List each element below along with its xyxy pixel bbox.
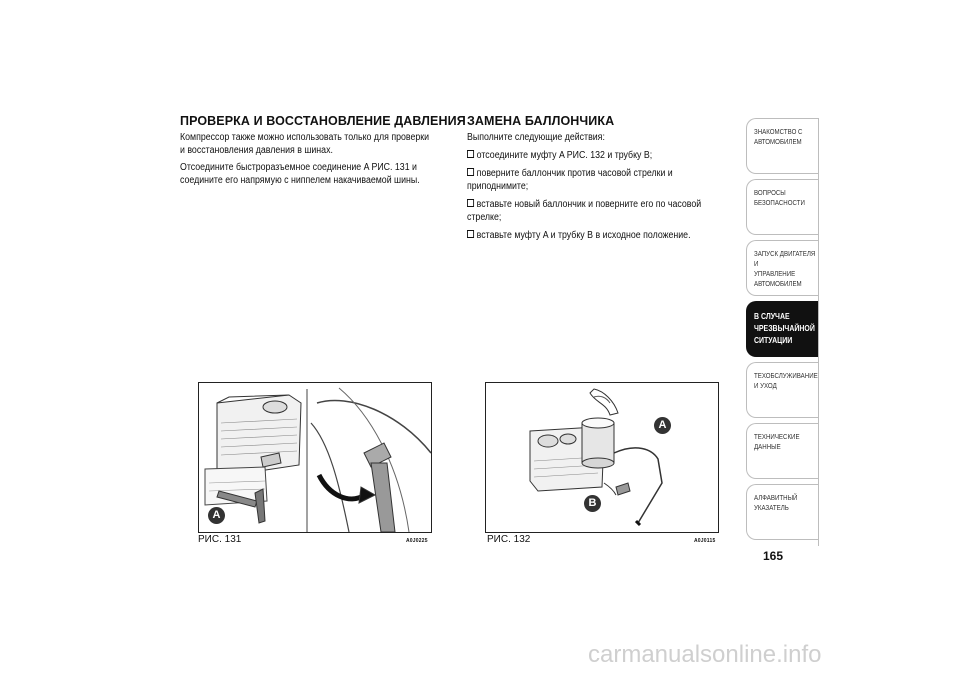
tab-starting-driving[interactable] xyxy=(746,240,818,296)
step-item xyxy=(467,167,727,193)
tab-label: В СЛУЧАЕ ЧРЕЗВЫЧАЙНОЙ СИТУАЦИИ xyxy=(754,311,815,345)
tab-label: ТЕХОБСЛУЖИВАНИЕ И УХОД xyxy=(754,371,818,390)
checkbox-bullet-icon xyxy=(467,230,474,238)
tab-label: ТЕХНИЧЕСКИЕ ДАННЫЕ xyxy=(754,432,800,451)
figure-132-label: РИС. 132 xyxy=(487,534,531,545)
figure-131-label: РИС. 131 xyxy=(198,534,242,545)
tab-emergency[interactable] xyxy=(746,301,818,357)
paragraph-quick-connect: Отсоедините быстроразъемное соединение A РИС. 131 и соедините его напрямую с ниппелем накачиваемой шины. xyxy=(180,162,420,186)
section-title-pressure: ПРОВЕРКА И ВОССТАНОВЛЕНИЕ ДАВЛЕНИЯ xyxy=(180,114,466,128)
step-text: вставьте муфту A и трубку B в исходное положение. xyxy=(476,230,691,241)
step-text: отсоедините муфту A РИС. 132 и трубку B; xyxy=(476,150,653,161)
figure-131 xyxy=(198,382,432,533)
steps-list xyxy=(467,149,727,242)
tab-technical-data[interactable] xyxy=(746,423,818,479)
step-text: поверните баллончик против часовой стрелки и приподнимите; xyxy=(467,168,673,192)
compressor-tire-illustration xyxy=(199,383,431,532)
tab-label: ЗНАКОМСТВО С АВТОМОБИЛЕМ xyxy=(754,127,803,146)
tab-safety[interactable] xyxy=(746,179,818,235)
tab-maintenance[interactable] xyxy=(746,362,818,418)
page-number: 165 xyxy=(763,549,784,563)
paragraph-steps-intro: Выполните следующие действия: xyxy=(467,132,605,143)
watermark-text: carmanualsonline.info xyxy=(588,641,822,668)
step-item xyxy=(467,149,727,162)
callout-a: A xyxy=(208,507,225,524)
figure-132-code: A0J0115 xyxy=(694,538,716,544)
step-text: вставьте новый баллончик и поверните его по часовой стрелке; xyxy=(467,199,702,223)
checkbox-bullet-icon xyxy=(467,168,474,176)
paragraph-compressor-use: Компрессор также можно использовать только для проверки и восстановления давления в шинах. xyxy=(180,132,430,156)
checkbox-bullet-icon xyxy=(467,150,474,158)
callout-b: B xyxy=(584,495,601,512)
cartridge-replacement-illustration xyxy=(486,383,718,532)
step-item xyxy=(467,198,727,224)
tab-index[interactable] xyxy=(746,484,818,540)
tab-getting-to-know[interactable] xyxy=(746,118,818,174)
figure-131-code: A0J0225 xyxy=(406,538,428,544)
section-title-cartridge: ЗАМЕНА БАЛЛОНЧИКА xyxy=(467,114,615,128)
figure-132 xyxy=(485,382,719,533)
tab-label: АЛФАВИТНЫЙ УКАЗАТЕЛЬ xyxy=(754,493,798,512)
step-item xyxy=(467,229,727,242)
callout-a: A xyxy=(654,417,671,434)
tab-label: ЗАПУСК ДВИГАТЕЛЯ И УПРАВЛЕНИЕ АВТОМОБИЛЕМ xyxy=(754,249,816,288)
tab-label: ВОПРОСЫ БЕЗОПАСНОСТИ xyxy=(754,188,805,207)
checkbox-bullet-icon xyxy=(467,199,474,207)
